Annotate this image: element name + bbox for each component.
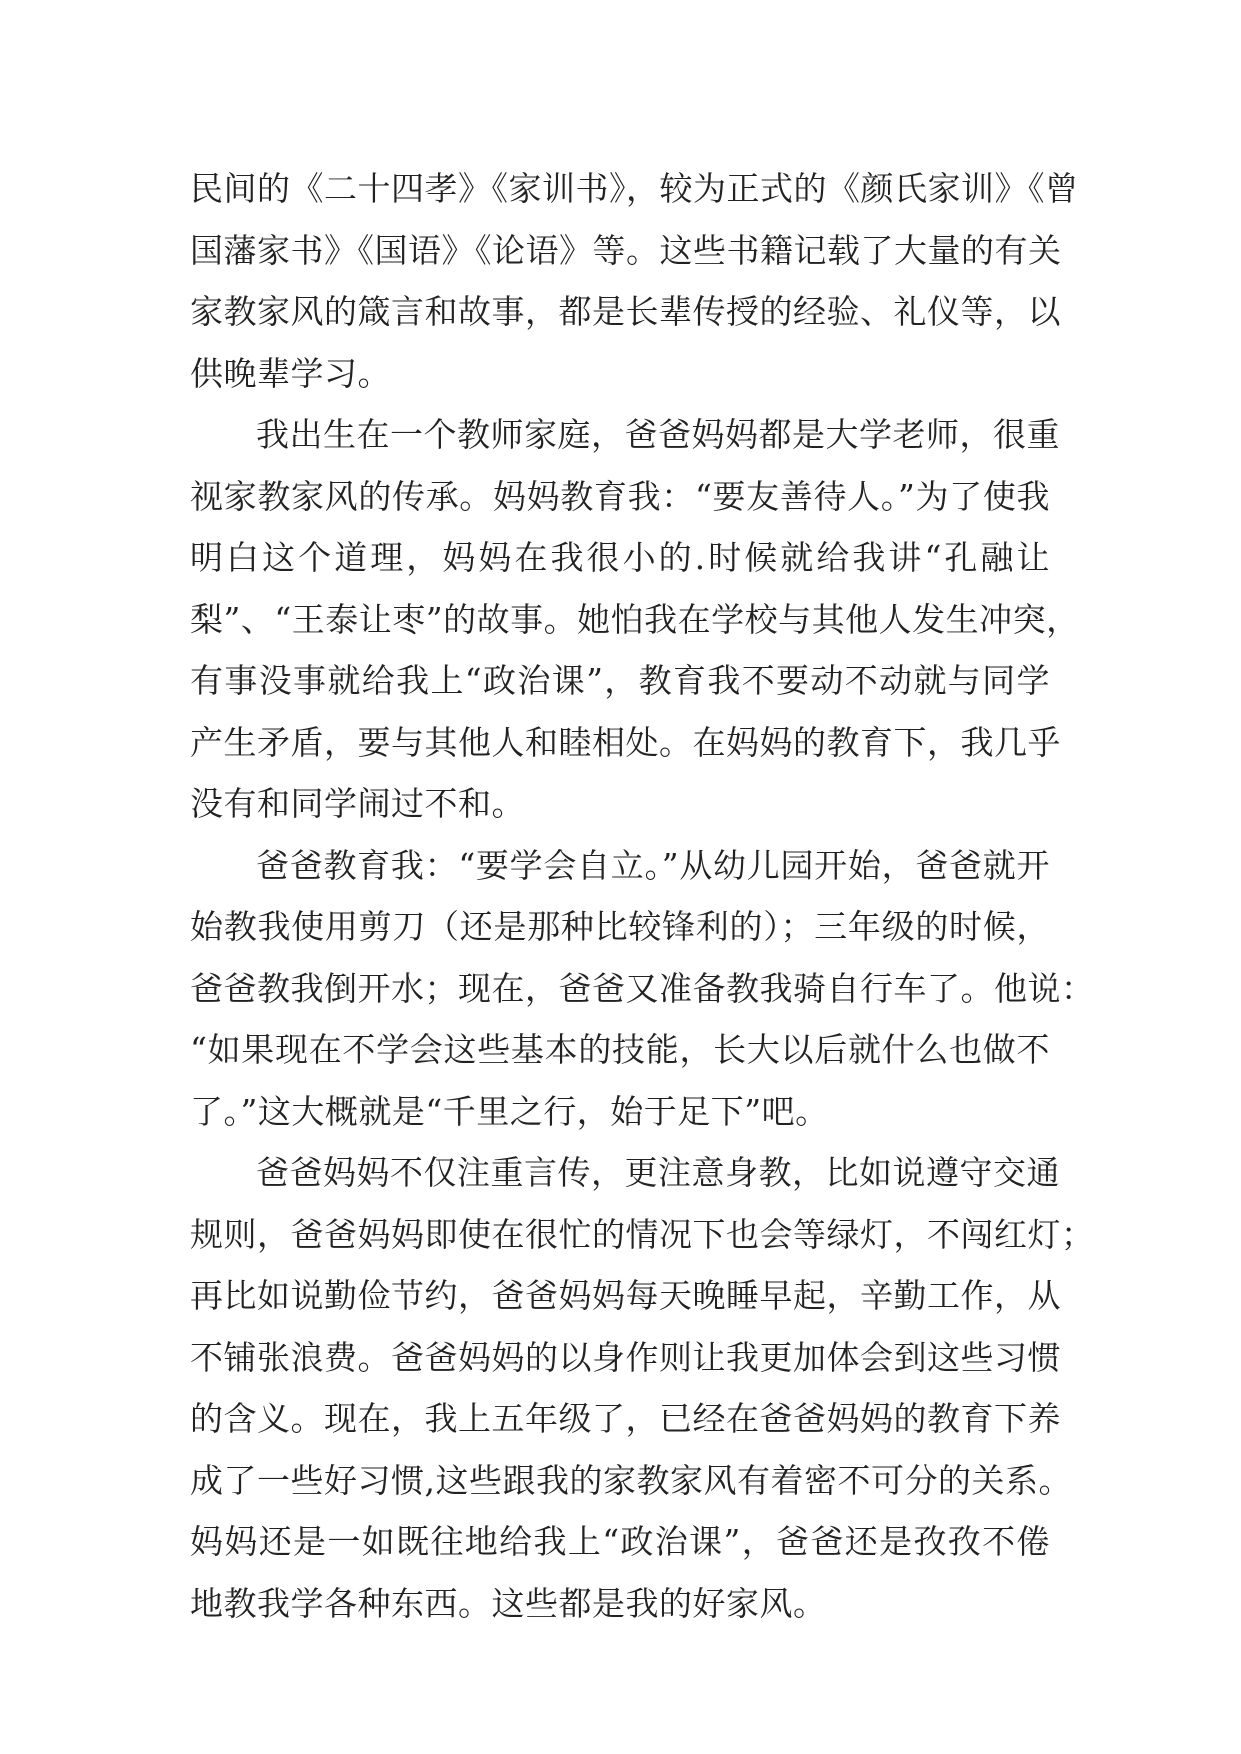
text-line: 地教我学各种东西。这些都是我的好家风。	[190, 1583, 827, 1623]
text-line: “如果现在不学会这些基本的技能，长大以后就什么也做不	[190, 1030, 1050, 1069]
paragraph-4	[190, 1142, 1095, 1634]
text-line: 没有和同学闹过不和。	[190, 784, 525, 823]
text-line: 规则，爸爸妈妈即使在很忙的情况下也会等绿灯，不闯红灯；	[190, 1214, 1095, 1254]
text-line: 妈妈还是一如既往地给我上“政治课”，爸爸还是孜孜不倦	[190, 1522, 1050, 1561]
paragraph-1	[190, 158, 1079, 404]
text-line: 产生矛盾，要与其他人和睦相处。在妈妈的教育下，我几乎	[190, 722, 1061, 762]
text-line: 明白这个道理，妈妈在我很小的.时候就给我讲“孔融让	[190, 538, 1050, 577]
text-line: 视家教家风的传承。妈妈教育我：“要友善待人。”为了使我	[190, 476, 1050, 516]
text-line: 成了一些好习惯,这些跟我的家教家风有着密不可分的关系。	[190, 1460, 1072, 1500]
text-line: 我出生在一个教师家庭，爸爸妈妈都是大学老师，很重	[256, 415, 1060, 454]
paragraph-3	[190, 835, 1095, 1143]
text-line: 民间的《二十四孝》《家训书》，较为正式的《颜氏家训》《曾	[190, 169, 1079, 208]
text-line: 不铺张浪费。爸爸妈妈的以身作则让我更加体会到这些习惯	[190, 1337, 1061, 1377]
text-line: 爸爸教育我：“要学会自立。”从幼儿园开始，爸爸就开	[256, 845, 1050, 885]
text-line: 的含义。现在，我上五年级了，已经在爸爸妈妈的教育下养	[190, 1399, 1061, 1438]
text-line: 国藩家书》《国语》《论语》等。这些书籍记载了大量的有关	[190, 230, 1062, 270]
text-line: 家教家风的箴言和故事，都是长辈传授的经验、礼仪等，以	[190, 292, 1061, 331]
text-line: 爸爸教我倒开水；现在，爸爸又准备教我骑自行车了。他说：	[190, 968, 1095, 1008]
paragraph-2	[190, 404, 1080, 835]
document-body	[190, 158, 1095, 1634]
text-line: 了。”这大概就是“千里之行，始于足下”吧。	[190, 1091, 829, 1131]
text-line: 供晚辈学习。	[190, 353, 391, 393]
text-line: 梨”、“王泰让枣”的故事。她怕我在学校与其他人发生冲突，	[190, 599, 1080, 639]
text-line: 始教我使用剪刀（还是那种比较锋利的）；三年级的时候，	[190, 907, 1050, 946]
text-line: 有事没事就给我上“政治课”，教育我不要动不动就与同学	[190, 661, 1050, 700]
text-line: 爸爸妈妈不仅注重言传，更注意身教，比如说遵守交通	[256, 1153, 1060, 1192]
text-line: 再比如说勤俭节约，爸爸妈妈每天晚睡早起，辛勤工作，从	[190, 1276, 1061, 1315]
